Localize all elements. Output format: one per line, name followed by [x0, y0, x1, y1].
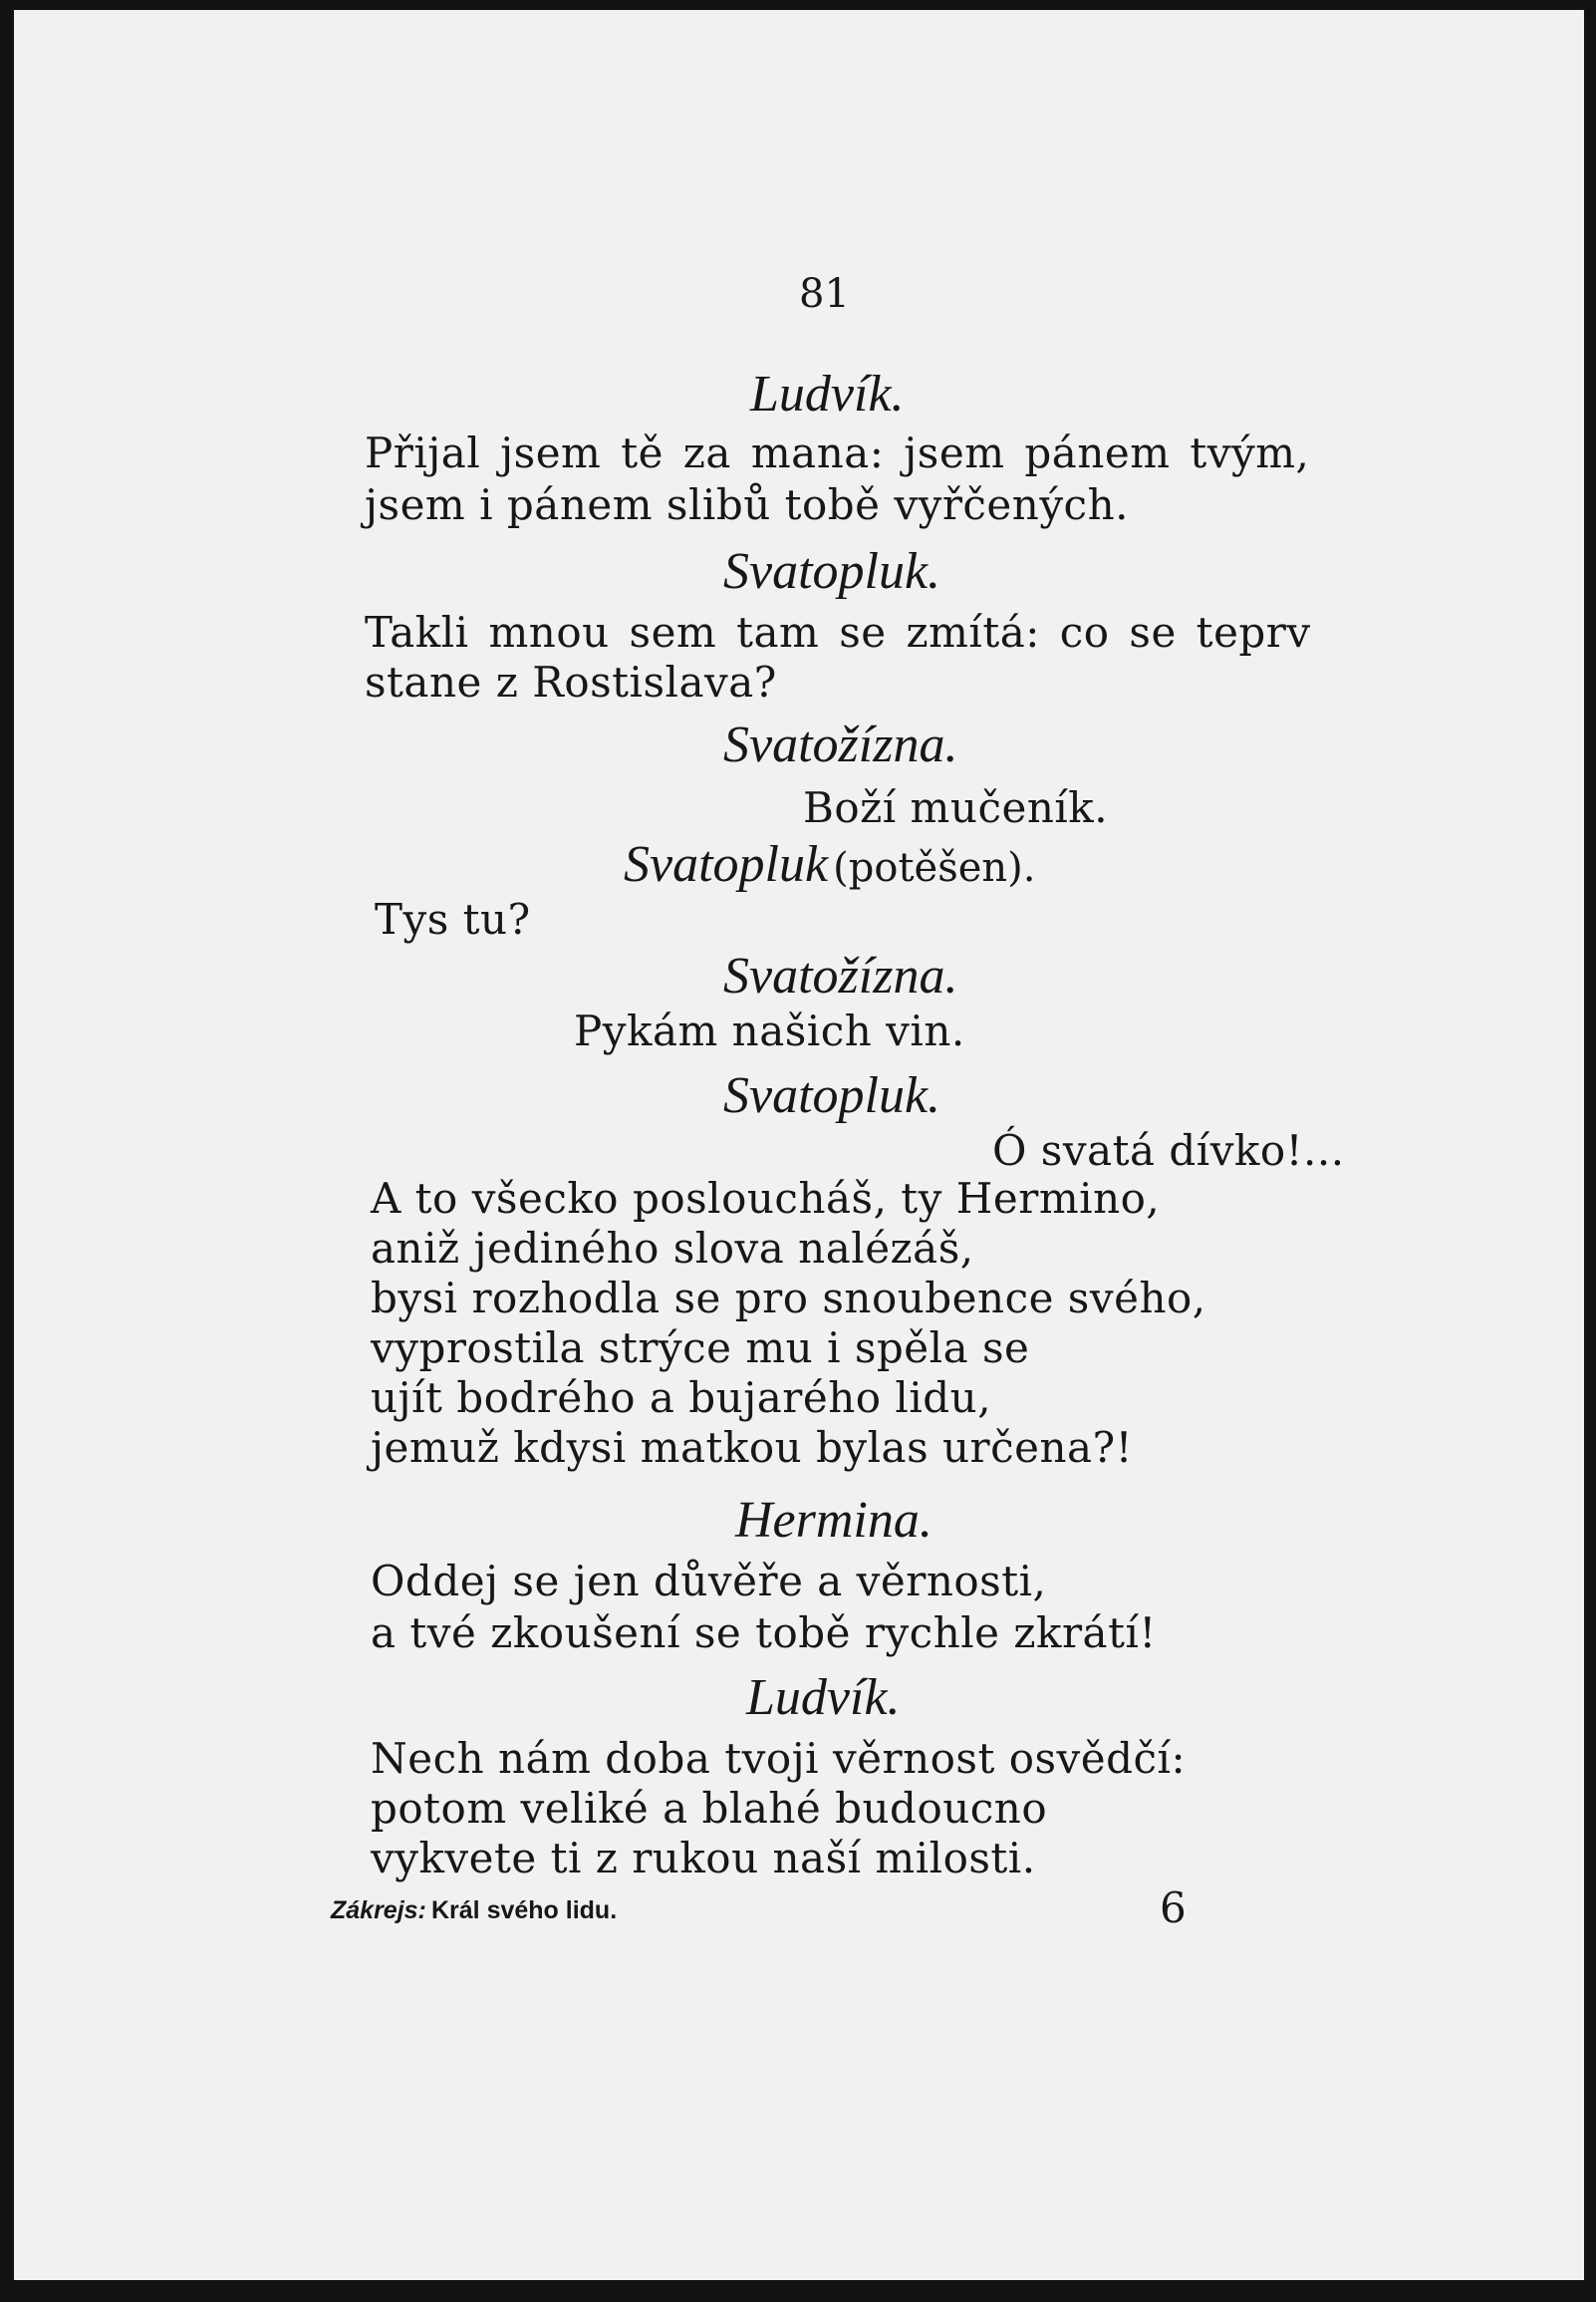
- verse-line: jemuž kdysi matkou bylas určena?!: [371, 1423, 1133, 1472]
- speaker-name: Svatožízna.: [723, 717, 958, 773]
- verse-line: Nech nám doba tvoji věrnost osvědčí:: [371, 1734, 1187, 1783]
- verse-line: stane z Rostislava?: [365, 658, 777, 707]
- speaker-name: Svatopluk.: [723, 1067, 941, 1124]
- verse-line: a tvé zkoušení se tobě rychle zkrátí!: [371, 1608, 1157, 1657]
- footer-imprint: [331, 1896, 617, 1925]
- verse-line: vykvete ti z rukou naší milosti.: [371, 1834, 1036, 1882]
- footer-author: Zákrejs:: [331, 1896, 426, 1924]
- speaker-name: Svatopluk.: [723, 543, 941, 600]
- speaker-name: Ludvík.: [750, 366, 905, 423]
- verse-line: aniž jediného slova nalézáš,: [371, 1224, 974, 1273]
- speaker-name: Hermina.: [735, 1492, 932, 1549]
- verse-line: Pykám našich vin.: [574, 1007, 965, 1055]
- verse-line: Boží mučeník.: [803, 783, 1109, 832]
- speaker-name: Ludvík.: [746, 1669, 901, 1726]
- book-page: [14, 10, 1584, 2280]
- verse-line: jsem i pánem slibů tobě vyřčených.: [365, 480, 1129, 529]
- page-number: 81: [799, 271, 850, 317]
- footer-title: Král svého lidu.: [430, 1896, 618, 1924]
- verse-line: ujít bodrého a bujarého lidu,: [371, 1373, 992, 1422]
- verse-line: Oddej se jen důvěře a věrnosti,: [371, 1557, 1047, 1605]
- speaker-name: Svatopluk: [624, 836, 829, 893]
- verse-line: Tys tu?: [375, 895, 531, 944]
- verse-line: bysi rozhodla se pro snoubence svého,: [371, 1274, 1206, 1322]
- speaker-name: Svatožízna.: [723, 948, 958, 1005]
- verse-line: Přijal jsem tě za mana: jsem pánem tvým,: [365, 429, 1310, 477]
- verse-line: A to všecko posloucháš, ty Hermino,: [371, 1174, 1161, 1223]
- verse-line: potom veliké a blahé budoucno: [371, 1784, 1048, 1833]
- verse-line: Takli mnou sem tam se zmítá: co se teprv: [365, 608, 1311, 657]
- verse-line: vyprostila strýce mu i spěla se: [371, 1323, 1030, 1372]
- stage-direction: (potěšen).: [833, 845, 1036, 891]
- verse-line: Ó svatá dívko!...: [992, 1126, 1345, 1175]
- speaker-heading: [624, 835, 1035, 894]
- signature-mark: 6: [1160, 1883, 1187, 1932]
